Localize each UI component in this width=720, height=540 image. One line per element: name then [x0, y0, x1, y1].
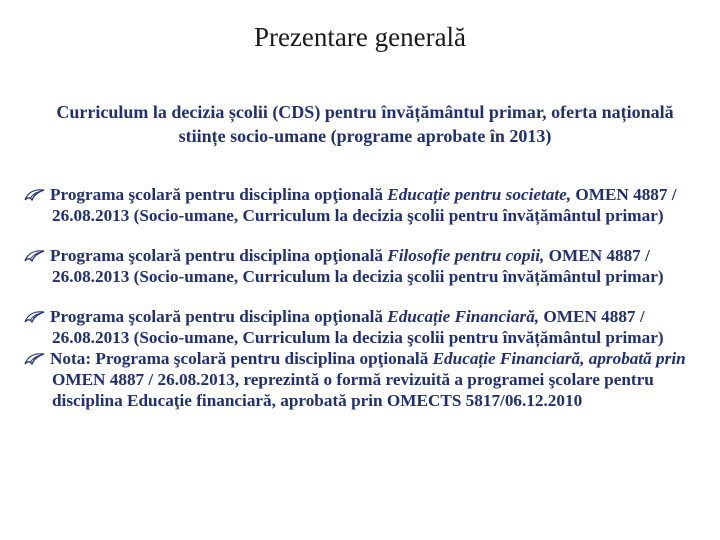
list-item [22, 306, 702, 348]
bullet-list [22, 167, 702, 411]
list-item-note [22, 348, 702, 411]
item-emphasis-2: aprobată prin [588, 349, 686, 368]
item-emphasis: Educație pentru societate, [387, 185, 572, 204]
wing-bullet-icon [24, 352, 46, 366]
wing-bullet-icon [24, 249, 46, 263]
item-prefix: Programa şcolară pentru disciplina opţională [50, 307, 388, 326]
item-suffix: OMEN 4887 / 26.08.2013 (Socio-umane, Curriculum la decizia şcolii pentru învățământul primar) [52, 307, 664, 347]
subtitle: Curriculum la decizia școlii (CDS) pentru învățământul primar, oferta națională stiințe socio-umane (programe aprobate în 2013) [56, 102, 674, 146]
list-item [22, 245, 702, 287]
item-emphasis: Filosofie pentru copii, [387, 246, 545, 265]
page-title: Prezentare generală [253, 22, 467, 52]
item-prefix: Programa şcolară pentru disciplina opţională [50, 185, 388, 204]
item-emphasis: Educație Financiară, [387, 307, 540, 326]
item-suffix: OMEN 4887 / 26.08.2013 (Socio-umane, Curriculum la decizia şcolii pentru învățământul primar) [52, 246, 664, 286]
item-suffix: OMEN 4887 / 26.08.2013 (Socio-umane, Curriculum la decizia şcolii pentru învățământul primar) [52, 185, 677, 225]
list-item [22, 184, 702, 226]
item-prefix: Programa şcolară pentru disciplina opţională [50, 246, 388, 265]
item-prefix: Nota: Programa şcolară pentru disciplina opţională [50, 349, 433, 368]
item-suffix: OMEN 4887 / 26.08.2013, reprezintă o formă revizuită a programei şcolare pentru disciplina Educaţie financiară, aprobată prin OMECTS 5817/06.12.2010 [52, 370, 654, 410]
wing-bullet-icon [24, 188, 46, 202]
item-emphasis: Educație Financiară, [432, 349, 585, 368]
wing-bullet-icon [24, 310, 46, 324]
